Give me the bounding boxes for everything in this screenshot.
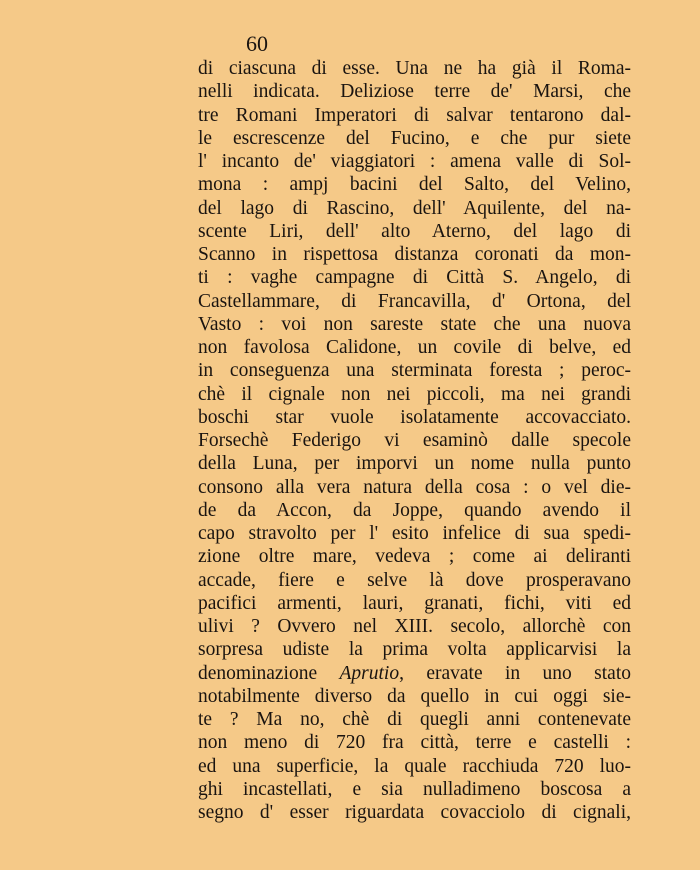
body-text bbox=[198, 57, 631, 824]
text-line: ghi incastellati, e sia nulladimeno boscosa a bbox=[198, 778, 631, 800]
text-line: le escrescenze del Fucino, e che pur siete bbox=[198, 127, 631, 149]
text-line: segno d' esser riguardata covacciolo di cignali, bbox=[198, 802, 631, 823]
text-line: pacifici armenti, lauri, granati, fichi, viti ed bbox=[198, 592, 631, 614]
text-line: tre Romani Imperatori di salvar tentarono dal- bbox=[198, 104, 631, 126]
text-line: Vasto : voi non sareste state che una nuova bbox=[198, 313, 631, 335]
text-line: l' incanto de' viaggiatori : amena valle di Sol- bbox=[198, 151, 631, 172]
text-line: in conseguenza una sterminata foresta ; peroc- bbox=[198, 360, 631, 382]
text-fragment: , eravate in uno stato bbox=[399, 662, 631, 684]
text-line: della Luna, per imporvi un nome nulla punto bbox=[198, 453, 631, 475]
text-line: capo stravolto per l' esito infelice di sua spedi- bbox=[198, 523, 631, 544]
text-line: consono alla vera natura della cosa : o vel die- bbox=[198, 476, 631, 498]
text-line: Castellammare, di Francavilla, d' Ortona, del bbox=[198, 290, 631, 312]
text-fragment: denominazione bbox=[198, 662, 318, 684]
text-line: ed una superficie, la quale racchiuda 720 luo- bbox=[198, 755, 631, 777]
text-line: mona : ampj bacini del Salto, del Velino, bbox=[198, 174, 631, 196]
text-line: Scanno in rispettosa distanza coronati da mon- bbox=[198, 244, 631, 265]
text-line: notabilmente diverso da quello in cui oggi sie- bbox=[198, 685, 631, 707]
text-line: Forsechè Federigo vi esaminò dalle specole bbox=[198, 430, 631, 451]
text-line: de da Accon, da Joppe, quando avendo il bbox=[198, 499, 631, 521]
text-line: ti : vaghe campagne di Città S. Angelo, di bbox=[198, 267, 631, 289]
text-line: scente Liri, dell' alto Aterno, del lago di bbox=[198, 220, 631, 242]
text-line: ulivi ? Ovvero nel XIII. secolo, allorchè con bbox=[198, 616, 631, 637]
text-line: sorpresa udiste la prima volta applicarvisi la bbox=[198, 639, 631, 661]
text-line: di ciascuna di esse. Una ne ha già il Roma- bbox=[198, 58, 631, 79]
text-line: non favolosa Calidone, un covile di belve, ed bbox=[198, 337, 631, 358]
text-line: zione oltre mare, vedeva ; come ai deliranti bbox=[198, 546, 631, 568]
text-line-with-italic bbox=[198, 662, 631, 685]
text-line: chè il cignale non nei piccoli, ma nei grandi bbox=[198, 383, 631, 405]
italic-term: Aprutio bbox=[339, 662, 400, 684]
text-line: nelli indicata. Deliziose terre de' Marsi, che bbox=[198, 81, 631, 103]
text-line: accade, fiere e selve là dove prosperavano bbox=[198, 569, 631, 591]
text-line: boschi star vuole isolatamente accovacciato. bbox=[198, 406, 631, 428]
text-line: del lago di Rascino, dell' Aquilente, del na- bbox=[198, 197, 631, 219]
page-number: 60 bbox=[246, 31, 268, 56]
text-line: non meno di 720 fra città, terre e castelli : bbox=[198, 732, 631, 754]
text-line: te ? Ma no, chè di quegli anni contenevate bbox=[198, 709, 631, 730]
